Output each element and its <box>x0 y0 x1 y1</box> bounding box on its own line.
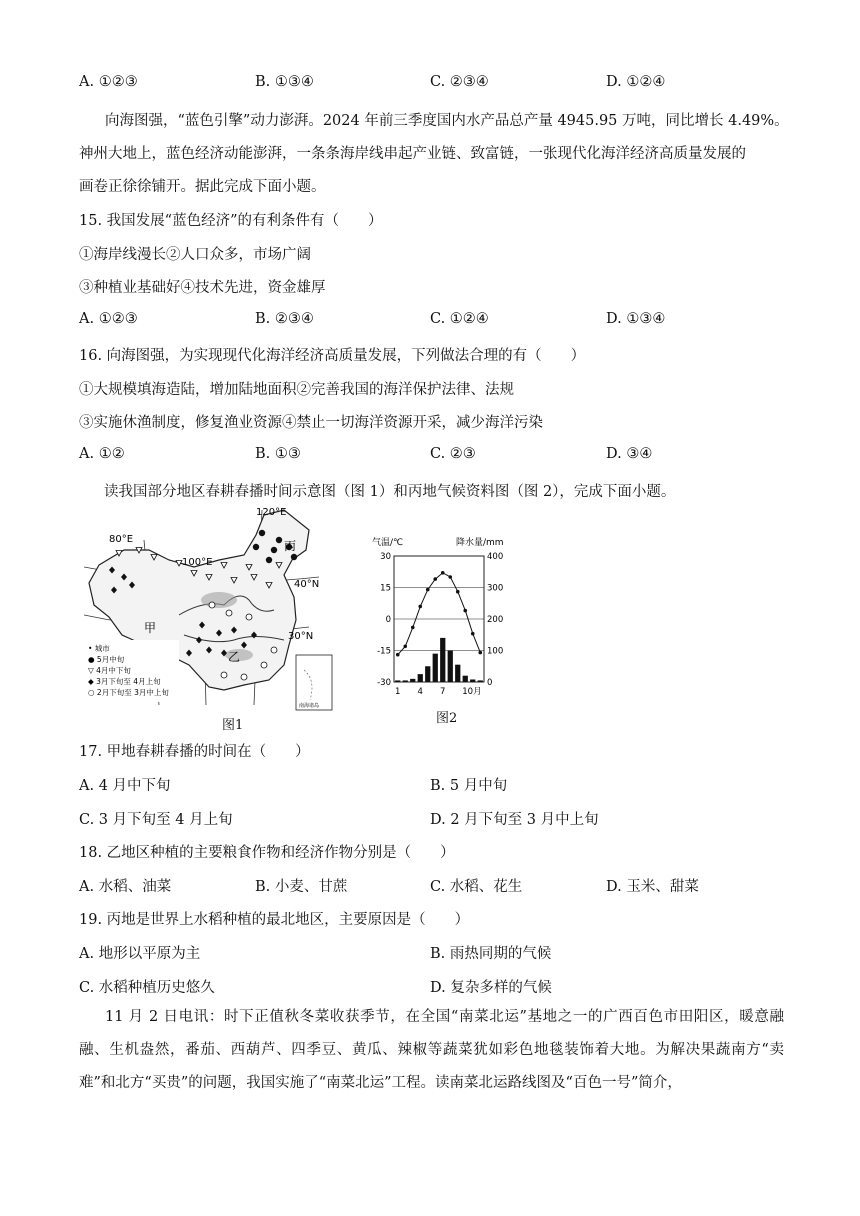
lon-label-80: 80°E <box>109 534 134 545</box>
q19-option-c: C. 水稻种植历史悠久 <box>79 980 215 996</box>
q16-item-line-2: ③实施休渔制度，修复渔业资源④禁止一切海洋资源开采，减少海洋污染 <box>79 415 543 431</box>
legend-apr-late: ▽ 4月中下旬 <box>88 666 131 675</box>
temperature-point <box>463 609 467 613</box>
temperature-point <box>456 590 460 594</box>
right-axis-title: 降水量/mm <box>456 538 504 548</box>
temperature-point <box>478 651 482 655</box>
temperature-point <box>433 577 437 581</box>
q16-option-c: C. ②③ <box>430 446 476 462</box>
q18-option-d: D. 玉米、甜菜 <box>606 879 699 895</box>
marker-feb-mar <box>241 674 247 680</box>
q17-option-a: A. 4 月中下旬 <box>79 778 171 794</box>
left-tick-label: -30 <box>377 678 391 688</box>
temperature-point <box>448 575 452 579</box>
marker-feb-mar <box>261 662 267 668</box>
q19-option-b: B. 雨热同期的气候 <box>430 946 552 962</box>
q15-option-c: C. ①②④ <box>430 311 489 327</box>
lon-label-120: 120°E <box>256 507 287 518</box>
right-tick-label: 100 <box>487 646 504 657</box>
q17-option-d: D. 2 月下旬至 3 月中上旬 <box>430 812 599 828</box>
marker-may-mid <box>291 554 297 560</box>
right-tick-label: 400 <box>487 552 504 562</box>
south-sea-inset-label: 南海诸岛 <box>299 703 320 709</box>
spring-sowing-map <box>84 505 340 715</box>
q15-item-line-1: ①海岸线漫长②人口众多，市场广阔 <box>79 247 311 263</box>
q15-option-a: A. ①②③ <box>79 311 138 327</box>
intro-blue-line-1: 向海图强，“蓝色引擎”动力澎湃。2024 年前三季度国内水产品总产量 4945.95 万吨，同比增长 4.49%。 <box>105 113 789 129</box>
x-tick-label: 10月 <box>462 687 482 697</box>
marker-may-mid <box>276 537 282 543</box>
q18-option-a: A. 水稻、油菜 <box>79 879 172 895</box>
marker-feb-mar <box>221 672 227 678</box>
legend-city: • 城市 <box>88 644 110 653</box>
marker-feb-mar <box>209 602 215 608</box>
q16-option-b: B. ①③ <box>255 446 301 462</box>
temperature-point <box>411 626 415 630</box>
q14-option-d: D. ①②④ <box>606 74 666 90</box>
left-tick-label: -15 <box>377 646 391 657</box>
legend-may-mid: ● 5月中旬 <box>88 655 125 664</box>
figure-2-caption: 图2 <box>436 711 458 726</box>
q15-stem: 15. 我国发展“蓝色经济”的有利条件有（ ） <box>79 213 383 229</box>
temperature-line <box>398 573 481 655</box>
precip-bar <box>463 676 468 682</box>
q16-item-line-1: ①大规模填海造陆，增加陆地面积②完善我国的海洋保护法律、法规 <box>79 382 514 398</box>
left-tick-label: 30 <box>380 552 391 562</box>
q15-item-line-2: ③种植业基础好④技术先进，资金雄厚 <box>79 280 326 296</box>
climate-chart <box>366 536 516 706</box>
q18-option-c: C. 水稻、花生 <box>430 879 523 895</box>
lat-label-30: 30°N <box>288 631 314 642</box>
marker-may-mid <box>266 557 272 563</box>
precip-bar <box>470 679 475 682</box>
legend-feb-mar: ○ 2月下旬至 3月中上旬 <box>88 688 169 697</box>
x-tick-label: 7 <box>440 687 446 697</box>
precip-bar <box>403 680 408 682</box>
q17-option-b: B. 5 月中旬 <box>430 778 508 794</box>
intro-blue-line-2: 神州大地上，蓝色经济动能澎湃，一条条海岸线串起产业链、致富链，一张现代化海洋经济高质量发展的 <box>79 146 746 162</box>
q17-option-c: C. 3 月下旬至 4 月上旬 <box>79 812 233 828</box>
right-tick-label: 300 <box>487 583 504 594</box>
precip-bar <box>410 679 415 682</box>
q16-option-a: A. ①② <box>79 446 125 462</box>
q19-option-d: D. 复杂多样的气候 <box>430 980 552 996</box>
precip-bar <box>448 651 453 683</box>
left-tick-label: 15 <box>380 583 391 594</box>
right-tick-label: 200 <box>487 615 504 625</box>
left-axis-title: 气温/℃ <box>372 538 404 548</box>
q18-stem: 18. 乙地区种植的主要粮食作物和经济作物分别是（ ） <box>79 845 455 861</box>
q16-stem: 16. 向海图强，为实现现代化海洋经济高质量发展，下列做法合理的有（ ） <box>79 348 586 364</box>
q18-option-b: B. 小麦、甘蔗 <box>255 879 348 895</box>
place-label-jia: 甲 <box>144 621 157 635</box>
passage-nancai-beiyun: 11 月 2 日电讯：时下正值秋冬菜收获季节，在全国“南菜北运”基地之一的广西百色市田阳区，暖意融融、生机盎然，番茄、西葫芦、四季豆、黄瓜、辣椒等蔬菜犹如彩色地毯装饰着大地。为解决果蔬南方“卖难”和北方“买贵”的问题，我国实施了“南菜北运”工程。读南菜北运路线图及“百色一号”简介， <box>79 1009 784 1091</box>
temperature-point <box>426 588 430 592</box>
precip-bar <box>433 654 438 682</box>
q19-option-a: A. 地形以平原为主 <box>79 946 201 962</box>
place-label-yi: 乙 <box>228 650 241 664</box>
x-tick-label: 1 <box>395 687 401 697</box>
x-tick-label: 4 <box>417 687 423 697</box>
temperature-point <box>403 645 407 649</box>
q14-option-b: B. ①③④ <box>255 74 314 90</box>
q15-option-b: B. ②③④ <box>255 311 314 327</box>
intro-spring: 读我国部分地区春耕春播时间示意图（图 1）和丙地气候资料图（图 2），完成下面小题。 <box>104 484 676 500</box>
q16-option-d: D. ③④ <box>606 446 653 462</box>
q14-option-a: A. ①②③ <box>79 74 138 90</box>
marker-feb-mar <box>271 647 277 653</box>
figure-1-caption: 图1 <box>222 718 244 733</box>
precip-bar <box>478 680 483 682</box>
precip-bar <box>455 665 460 682</box>
legend-mar-apr: ◆ 3月下旬至 4月上旬 <box>88 677 161 686</box>
q15-option-d: D. ①③④ <box>606 311 666 327</box>
intro-blue-line-3: 画卷正徐徐铺开。据此完成下面小题。 <box>79 179 326 195</box>
q19-stem: 19. 丙地是世界上水稻种植的最北地区，主要原因是（ ） <box>79 912 470 928</box>
marker-feb-mar <box>226 610 232 616</box>
q17-stem: 17. 甲地春耕春播的时间在（ ） <box>79 744 310 760</box>
marker-may-mid <box>253 544 259 550</box>
temperature-point <box>471 632 475 636</box>
marker-feb-mar <box>246 614 252 620</box>
lon-label-100: 100°E <box>182 557 213 568</box>
precip-bar <box>418 674 423 682</box>
precip-bar <box>440 638 445 682</box>
marker-may-mid <box>259 530 265 536</box>
lat-label-40: 40°N <box>294 579 320 590</box>
q14-option-c: C. ②③④ <box>430 74 489 90</box>
temperature-point <box>418 605 422 609</box>
right-tick-label: 0 <box>487 678 493 688</box>
place-label-bing: 丙 <box>284 539 297 553</box>
temperature-point <box>441 571 445 575</box>
left-tick-label: 0 <box>385 615 391 625</box>
precip-bar <box>425 666 430 682</box>
precip-bar <box>395 680 400 682</box>
marker-may-mid <box>271 547 277 553</box>
temperature-point <box>396 653 400 657</box>
